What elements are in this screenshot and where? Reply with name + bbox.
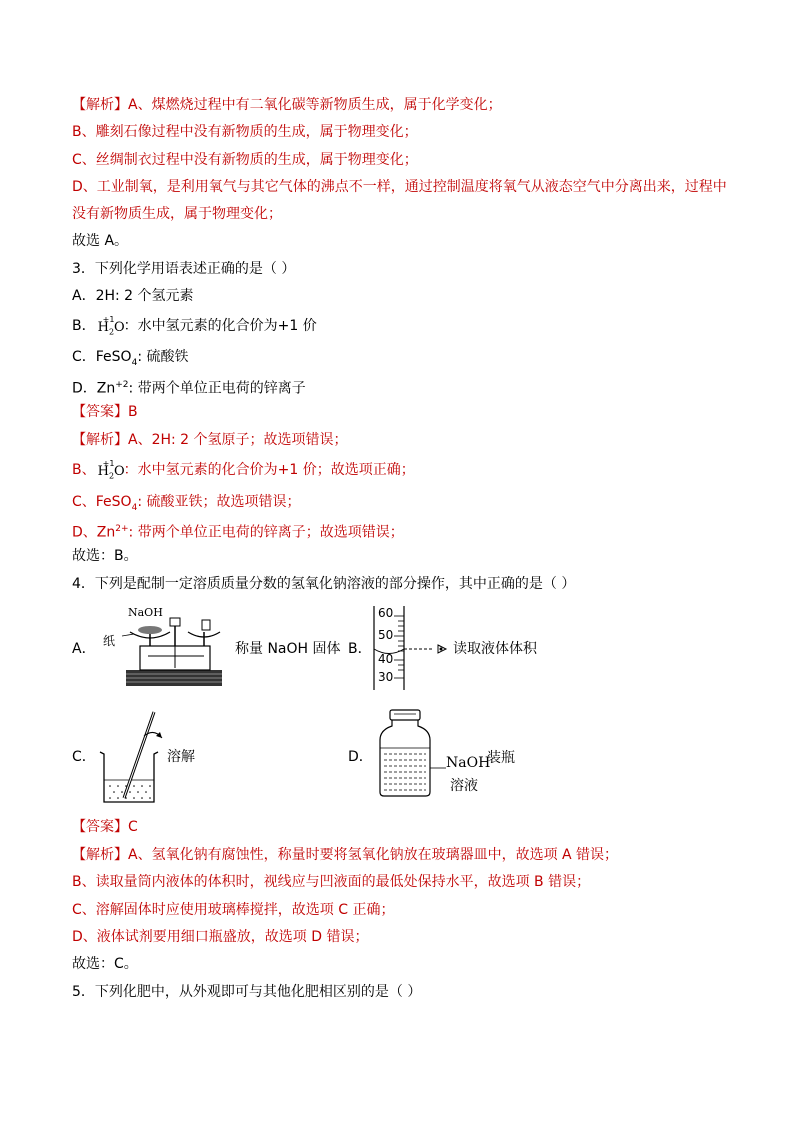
- formula-o: O: [114, 464, 125, 479]
- q4-option-a-caption: 称量 NaOH 固体: [235, 641, 341, 657]
- analysis-q2-line-d1: D、工业制氧，是利用氧气与其它气体的沸点不一样，通过控制温度将氧气从液态空气中分离出来，过程中: [72, 179, 727, 195]
- water-valence-formula: [96, 316, 124, 336]
- q3-option-c: [72, 347, 189, 373]
- analysis-text: ：水中氢元素的化合价为+1 价；故选项正确；: [123, 462, 415, 478]
- question-4-stem: 4．下列是配制一定溶质质量分数的氢氧化钠溶液的部分操作，其中正确的是（ ）: [72, 576, 576, 592]
- bottle-stopper: [390, 710, 420, 720]
- formula-subscript: 2: [108, 471, 115, 481]
- beaker: [100, 752, 158, 802]
- analysis-text: : 硫酸亚铁；故选项错误；: [137, 494, 301, 510]
- q4-conclusion: 故选：C。: [72, 956, 138, 972]
- analysis-text: A、煤燃烧过程中有二氧化碳等新物质生成，属于化学变化；: [128, 97, 502, 113]
- q3-analysis-c: [72, 492, 301, 518]
- analysis-q2-line-d2: 没有新物质生成，属于物理变化；: [72, 206, 282, 222]
- bottle-body: [380, 720, 430, 796]
- analysis-formula: C、FeSO: [72, 494, 132, 510]
- valence-mark: +1: [102, 315, 115, 324]
- paper-label: 纸: [103, 634, 116, 648]
- tick-label: 30: [378, 670, 394, 684]
- balance-illustration: [100, 606, 230, 690]
- q4-analysis-a: [72, 845, 618, 865]
- tick-label: 50: [378, 628, 394, 642]
- tick-label: 40: [378, 652, 394, 666]
- beaker-illustration: [96, 708, 170, 808]
- question-3-stem: 3．下列化学用语表述正确的是（ ）: [72, 261, 296, 277]
- answer-tag: 【答案】: [72, 819, 128, 835]
- analysis-q2-line-b: B、雕刻石像过程中没有新物质的生成，属于物理变化；: [72, 124, 418, 140]
- q3-answer: [72, 402, 138, 422]
- option-text: : 硫酸铁: [137, 349, 189, 365]
- analysis-tag: 【解析】: [72, 97, 128, 113]
- q3-analysis-b: [72, 460, 415, 480]
- q4-option-a-label: A．: [72, 641, 96, 657]
- q4-analysis-c: C、溶解固体时应使用玻璃棒搅拌，故选项 C 正确；: [72, 902, 395, 918]
- formula-h: H: [97, 464, 109, 479]
- q4-option-b-caption: 读取液体体积: [453, 641, 537, 657]
- formula-h: H: [97, 320, 109, 335]
- analysis-formula: D、Zn: [72, 524, 116, 541]
- q3-option-d: [72, 375, 306, 399]
- q4-option-d-caption: 装瓶: [487, 750, 515, 766]
- water-valence-formula: [96, 460, 124, 480]
- solution-label: 溶液: [450, 778, 478, 794]
- q4-answer: [72, 817, 138, 837]
- formula-o: O: [114, 320, 125, 335]
- reagent-bottle-illustration: [376, 704, 450, 800]
- q3-conclusion: 故选：B。: [72, 548, 138, 564]
- q3-option-a: A．2H: 2 个氢元素: [72, 288, 194, 304]
- analysis-text: : 带两个单位正电荷的锌离子；故选项错误；: [128, 524, 404, 541]
- analysis-text: A、2H: 2 个氢原子；故选项错误；: [128, 432, 348, 448]
- naoh-solid: [138, 626, 162, 634]
- analysis-q2-line-c: C、丝绸制衣过程中没有新物质的生成，属于物理变化；: [72, 152, 418, 168]
- answer-value: C: [128, 819, 138, 835]
- formula-subscript: 4: [131, 357, 138, 368]
- q4-option-d-label: D．: [348, 749, 373, 765]
- q3-analysis-a: [72, 430, 348, 450]
- naoh-label-d: NaOH: [446, 755, 491, 771]
- q4-analysis-d: D、液体试剂要用细口瓶盛放，故选项 D 错误；: [72, 929, 369, 945]
- analysis-q2-line-a: [72, 95, 502, 115]
- analysis-text: A、氢氧化钠有腐蚀性，称量时要将氢氧化钠放在玻璃器皿中，故选项 A 错误；: [128, 847, 619, 863]
- weight: [202, 620, 210, 630]
- naoh-label-a: NaOH: [128, 606, 163, 619]
- analysis-tag: 【解析】: [72, 432, 128, 448]
- q3-option-b: [72, 316, 317, 336]
- analysis-q2-conclusion: 故选 A。: [72, 233, 129, 249]
- q3-analysis-d: [72, 519, 404, 543]
- valence-mark: +1: [102, 459, 115, 468]
- formula-subscript: 2: [108, 327, 115, 337]
- option-text: : 带两个单位正电荷的锌离子: [128, 380, 306, 397]
- option-formula: D．Zn: [72, 380, 116, 397]
- formula-subscript: 4: [131, 502, 138, 513]
- analysis-tag: 【解析】: [72, 847, 128, 863]
- answer-value: B: [128, 404, 138, 420]
- q4-option-c-label: C．: [72, 749, 96, 765]
- formula-superscript: 2+: [115, 524, 129, 534]
- question-5-stem: 5．下列化肥中，从外观即可与其他化肥相区别的是（ ）: [72, 984, 422, 1000]
- answer-tag: 【答案】: [72, 404, 128, 420]
- formula-superscript: +2: [115, 380, 129, 390]
- q4-analysis-b: B、读取量筒内液体的体积时，视线应与凹液面的最低处保持水平，故选项 B 错误；: [72, 874, 591, 890]
- q4-option-b-label: B．: [348, 641, 372, 657]
- option-label: B、: [72, 462, 96, 478]
- q4-option-c-caption: 溶解: [167, 749, 195, 765]
- option-text: ：水中氢元素的化合价为+1 价: [123, 318, 317, 334]
- tick-label: 60: [378, 606, 394, 620]
- option-formula: C．FeSO: [72, 349, 132, 365]
- option-label: B．: [72, 318, 96, 334]
